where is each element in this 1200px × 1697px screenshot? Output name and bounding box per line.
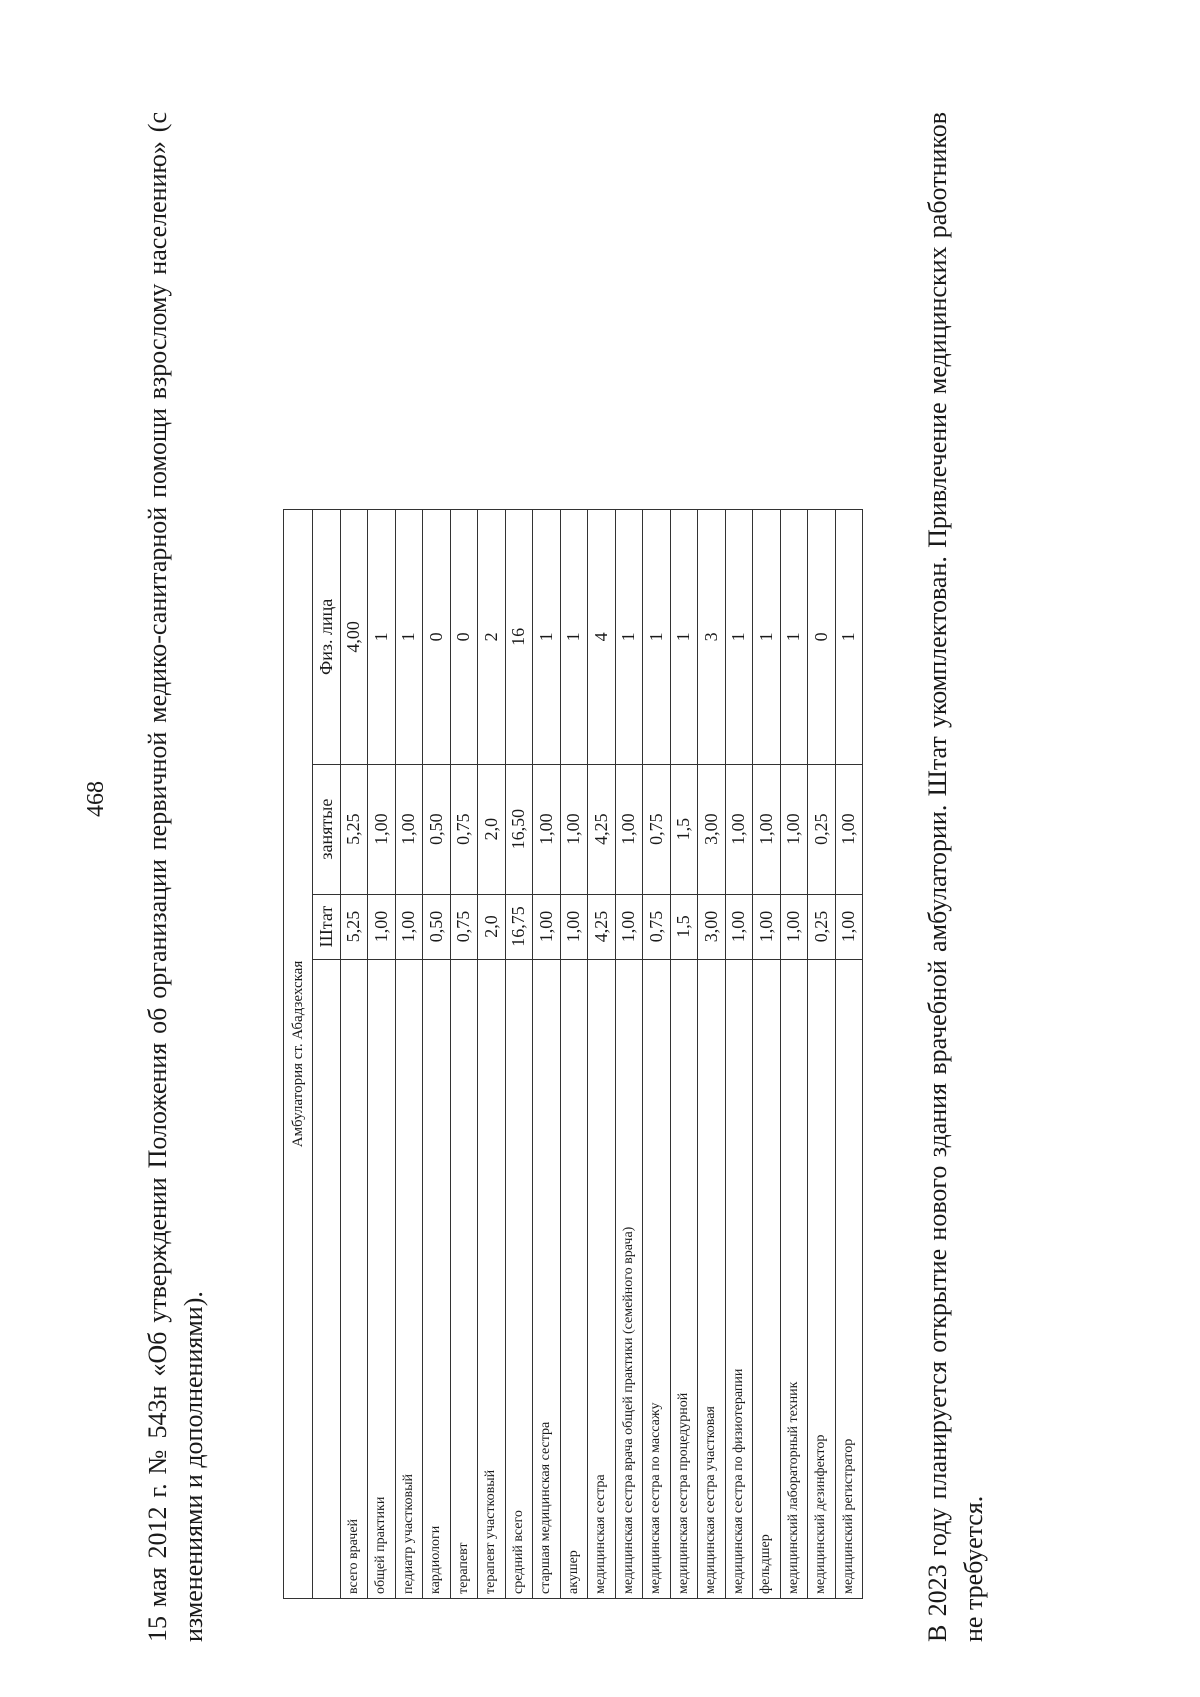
cell-occupied: 0,75 bbox=[643, 764, 671, 894]
table-row bbox=[615, 510, 643, 1599]
header-staff: Штат bbox=[313, 894, 341, 959]
cell-occupied: 1,00 bbox=[560, 764, 588, 894]
cell-position: старшая медицинская сестра bbox=[533, 959, 561, 1598]
table-header-row bbox=[313, 510, 341, 1599]
cell-position: медицинская сестра по физиотерапии bbox=[725, 959, 753, 1598]
cell-staff: 1,5 bbox=[670, 894, 698, 959]
cell-occupied: 1,00 bbox=[725, 764, 753, 894]
cell-staff: 1,00 bbox=[725, 894, 753, 959]
table-title: Амбулатория ст. Абадзехская bbox=[284, 510, 313, 1599]
cell-persons: 1 bbox=[835, 510, 863, 765]
closing-paragraph: В 2023 году планируется открытие нового здания врачебной амбулатории. Штат укомплектован. Привлечение медицинских работников не требуется. bbox=[923, 112, 988, 1642]
table-row bbox=[423, 510, 451, 1599]
cell-occupied: 0,25 bbox=[808, 764, 836, 894]
cell-staff: 1,00 bbox=[615, 894, 643, 959]
table-row bbox=[533, 510, 561, 1599]
cell-occupied: 0,75 bbox=[450, 764, 478, 894]
header-persons: Физ. лица bbox=[313, 510, 341, 765]
cell-staff: 3,00 bbox=[698, 894, 726, 959]
cell-staff: 16,75 bbox=[505, 894, 533, 959]
cell-occupied: 1,00 bbox=[368, 764, 396, 894]
table-row bbox=[450, 510, 478, 1599]
table-row bbox=[753, 510, 781, 1599]
cell-occupied: 1,00 bbox=[533, 764, 561, 894]
cell-persons: 0 bbox=[423, 510, 451, 765]
cell-persons: 1 bbox=[753, 510, 781, 765]
cell-staff: 4,25 bbox=[588, 894, 616, 959]
table-row bbox=[395, 510, 423, 1599]
cell-occupied: 0,50 bbox=[423, 764, 451, 894]
table-row bbox=[368, 510, 396, 1599]
cell-persons: 2 bbox=[478, 510, 506, 765]
cell-persons: 1 bbox=[780, 510, 808, 765]
table-row bbox=[643, 510, 671, 1599]
cell-staff: 1,00 bbox=[753, 894, 781, 959]
cell-persons: 0 bbox=[808, 510, 836, 765]
cell-persons: 3 bbox=[698, 510, 726, 765]
table-row bbox=[670, 510, 698, 1599]
cell-persons: 1 bbox=[533, 510, 561, 765]
header-name bbox=[313, 959, 341, 1598]
table-row bbox=[780, 510, 808, 1599]
cell-position: общей практики bbox=[368, 959, 396, 1598]
cell-position: терапевт участковый bbox=[478, 959, 506, 1598]
cell-persons: 1 bbox=[368, 510, 396, 765]
cell-staff: 0,50 bbox=[423, 894, 451, 959]
cell-occupied: 1,00 bbox=[753, 764, 781, 894]
cell-position: медицинская сестра процедурной bbox=[670, 959, 698, 1598]
cell-position: медицинская сестра участковая bbox=[698, 959, 726, 1598]
cell-persons: 1 bbox=[615, 510, 643, 765]
cell-occupied: 1,00 bbox=[395, 764, 423, 894]
table-row bbox=[725, 510, 753, 1599]
cell-occupied: 16,50 bbox=[505, 764, 533, 894]
cell-occupied: 2,0 bbox=[478, 764, 506, 894]
table-body bbox=[340, 510, 863, 1599]
cell-position: кардиологи bbox=[423, 959, 451, 1598]
cell-position: средний всего bbox=[505, 959, 533, 1598]
cell-staff: 1,00 bbox=[533, 894, 561, 959]
cell-staff: 0,75 bbox=[643, 894, 671, 959]
cell-occupied: 5,25 bbox=[340, 764, 368, 894]
table-title-row bbox=[284, 510, 313, 1599]
table-row bbox=[340, 510, 368, 1599]
cell-persons: 4 bbox=[588, 510, 616, 765]
cell-persons: 1 bbox=[725, 510, 753, 765]
table-row bbox=[505, 510, 533, 1599]
staff-table bbox=[283, 509, 863, 1599]
cell-occupied: 1,00 bbox=[780, 764, 808, 894]
cell-occupied: 1,5 bbox=[670, 764, 698, 894]
cell-persons: 1 bbox=[643, 510, 671, 765]
table-row bbox=[588, 510, 616, 1599]
cell-position: акушер bbox=[560, 959, 588, 1598]
table-row bbox=[835, 510, 863, 1599]
cell-position: медицинский дезинфектор bbox=[808, 959, 836, 1598]
cell-staff: 1,00 bbox=[560, 894, 588, 959]
cell-persons: 4,00 bbox=[340, 510, 368, 765]
cell-staff: 1,00 bbox=[395, 894, 423, 959]
cell-occupied: 1,00 bbox=[615, 764, 643, 894]
cell-staff: 1,00 bbox=[780, 894, 808, 959]
cell-position: медицинская сестра bbox=[588, 959, 616, 1598]
table-row bbox=[698, 510, 726, 1599]
cell-persons: 0 bbox=[450, 510, 478, 765]
cell-staff: 1,00 bbox=[368, 894, 396, 959]
cell-staff: 5,25 bbox=[340, 894, 368, 959]
cell-persons: 1 bbox=[560, 510, 588, 765]
cell-position: медицинская сестра врача общей практики (семейного врача) bbox=[615, 959, 643, 1598]
cell-position: терапевт bbox=[450, 959, 478, 1598]
cell-position: педиатр участковый bbox=[395, 959, 423, 1598]
cell-position: медицинский регистратор bbox=[835, 959, 863, 1598]
cell-occupied: 1,00 bbox=[835, 764, 863, 894]
table-row bbox=[478, 510, 506, 1599]
intro-paragraph: 15 мая 2012 г. № 543н «Об утверждении Положения об организации первичной медико-санитарной помощи взрослому населению» (с изменениями и дополнениями). bbox=[143, 112, 208, 1642]
cell-staff: 0,25 bbox=[808, 894, 836, 959]
cell-persons: 16 bbox=[505, 510, 533, 765]
cell-staff: 2,0 bbox=[478, 894, 506, 959]
page-number: 468 bbox=[83, 781, 109, 817]
cell-persons: 1 bbox=[395, 510, 423, 765]
cell-position: всего врачей bbox=[340, 959, 368, 1598]
cell-position: фельдшер bbox=[753, 959, 781, 1598]
cell-occupied: 4,25 bbox=[588, 764, 616, 894]
cell-staff: 1,00 bbox=[835, 894, 863, 959]
cell-persons: 1 bbox=[670, 510, 698, 765]
table-row bbox=[808, 510, 836, 1599]
table-row bbox=[560, 510, 588, 1599]
cell-position: медицинская сестра по массажу bbox=[643, 959, 671, 1598]
cell-staff: 0,75 bbox=[450, 894, 478, 959]
header-occupied: занятые bbox=[313, 764, 341, 894]
cell-occupied: 3,00 bbox=[698, 764, 726, 894]
cell-position: медицинский лабораторный техник bbox=[780, 959, 808, 1598]
